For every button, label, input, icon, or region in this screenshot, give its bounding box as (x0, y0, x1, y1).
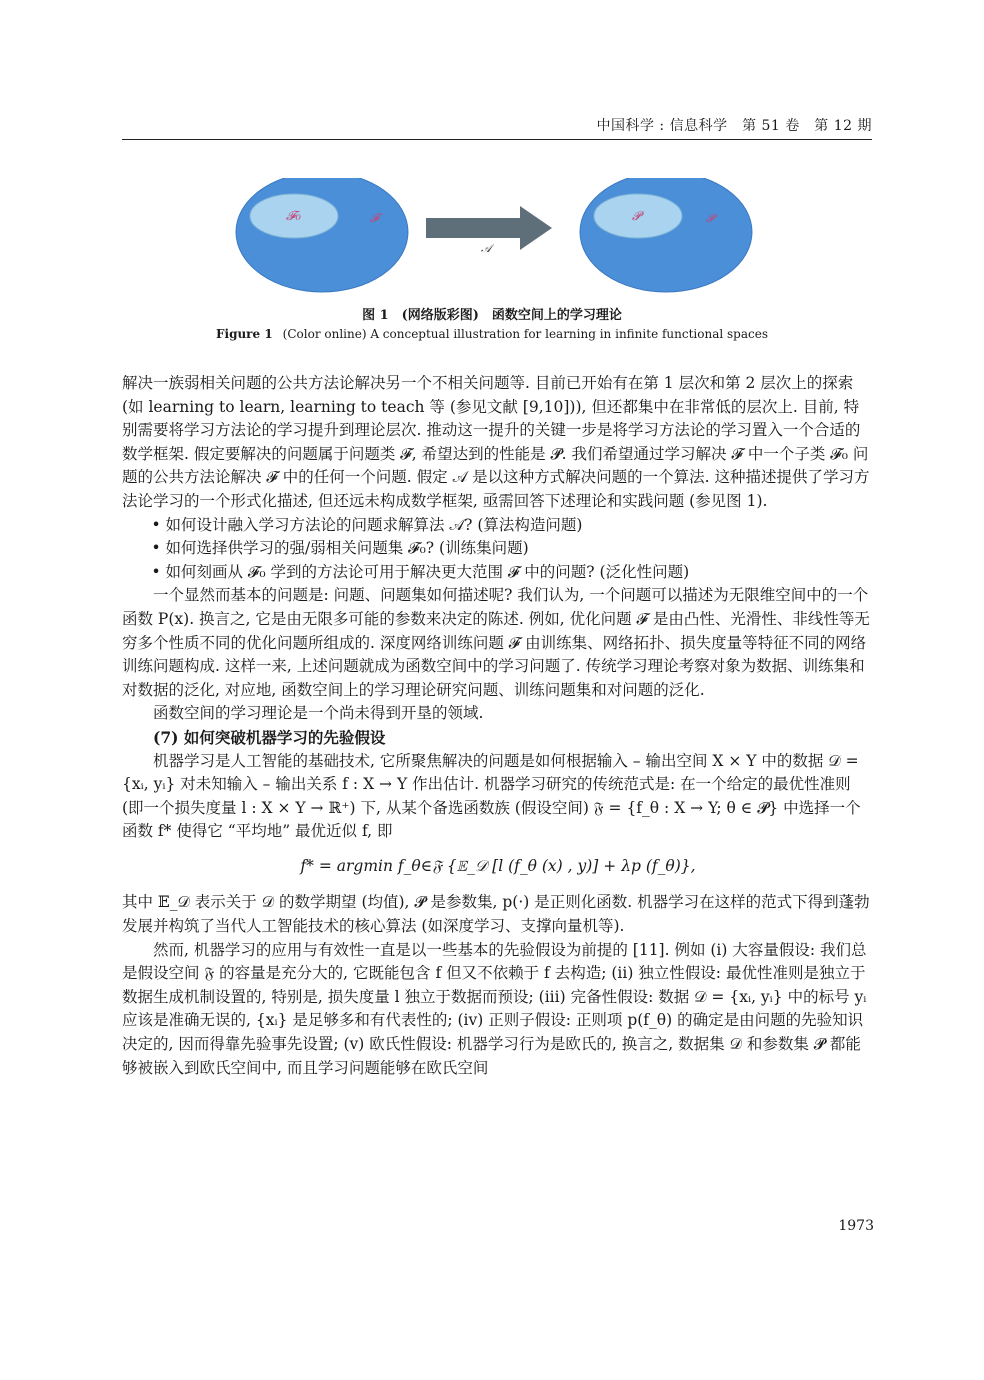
bullet-1: • 如何设计融入学习方法论的问题求解算法 𝒜? (算法构造问题) (151, 515, 583, 534)
paragraph-2: 一个显然而基本的问题是: 问题、问题集如何描述呢? 我们认为, 一个问题可以描述为无限维空间中的一个函数 P(x). 换言之, 它是由无限多可能的参数来决定的陈述. 例如, 优化问题 𝓕 是由凸性、光滑性、非线性等无穷多个性质不同的优化问题所组成的. 深度网络训练问题 𝓕 由训练集、网络拓扑、损失度量等特征不同的网络训练问题构成. 这样一来, 上述问题就成为函数空间中的学习问题了. 传统学习理论考察对象为数据、训练集和对数据的泛化, 对应地, 函数空间上的学习理论研究问题、训练问题集和对问题的泛化. (122, 586, 870, 699)
paragraph-6: 然而, 机器学习的应用与有效性一直是以一些基本的先验假设为前提的 [11]. 例如 (i) 大容量假设: 我们总是假设空间 𝔉 的容量是充分大的, 它既能包含 f 但又不依赖于 f 去构造; (ii) 独立性假设: 最优性准则是独立于数据生成机制设置的, 特别是, 损失度量 l 独立于数据而预设; (iii) 完备性假设: 数据 𝒟 = {xᵢ, yᵢ} 中的标号 yᵢ 应该是准确无误的, {xᵢ} 是足够多和有代表性的; (iv) 正则子假设: 正则项 p(f_θ) 的确定是由问题的先验知识决定的, 因而得靠先验事先设置; (v) 欧氏性假设: 机器学习行为是欧氏的, 换言之, 数据集 𝒟 和参数集 𝓟 都能够被嵌入到欧氏空间中, 而且学习问题能够在欧氏空间 (122, 940, 867, 1077)
figure-caption-en (0, 327, 984, 341)
outer-label-left: 𝓕 (370, 211, 379, 225)
arrow-label: 𝒜 (481, 242, 492, 255)
outer-label-right: 𝓟 (706, 212, 714, 225)
running-header: 中国科学 : 信息科学 第 51 卷 第 12 期 (596, 118, 872, 134)
paragraph-1: 解决一族弱相关问题的公共方法论解决另一个不相关问题等. 目前已开始有在第 1 层次和第 2 层次上的探索 (如 learning to learn, learning to teach 等 (参见文献 [9,10])), 但还都集中在非常低的层次上. 目前, 特别需要将学习方法论的学习提升到理论层次. 推动这一提升的关键一步是将学习方法论的学习置入一个合适的数学框架. 假定要解决的问题属于问题类 𝓕, 希望达到的性能是 𝓟. 我们希望通过学习解决 𝓕 中一个子类 𝓕₀ 问题的公共方法论解决 𝓕 中的任何一个问题. 假定 𝒜 是以这种方式解决问题的一个算法. 这种描述提供了学习方法论学习的一个形式化描述, 但还远未构成数学框架, 亟需回答下述理论和实践问题 (参见图 1). (122, 374, 870, 510)
outer-set-right (580, 178, 752, 292)
paragraph-4: 机器学习是人工智能的基础技术, 它所聚焦解决的问题是如何根据输入 – 输出空间 X × Y 中的数据 𝒟 = {xᵢ, yᵢ} 对未知输入 – 输出关系 f : X → Y 作出估计. 机器学习研究的传统范式是: 在一个给定的最优性准则 (即一个损失度量 l : X × Y → ℝ⁺) 下, 从某个备选函数族 (假设空间) 𝔉 = {f_θ : X → Y; θ ∈ 𝓟} 中选择一个函数 f* 使得它 “平均地” 最优近似 f, 即 (122, 751, 861, 841)
figure-caption-label: Figure 1 (215, 327, 273, 341)
body-text (122, 372, 874, 1080)
figure-caption-text: (Color online) A conceptual illustration for learning in infinite functional spaces (282, 327, 768, 341)
inner-label-right: 𝓟 (632, 209, 641, 223)
paragraph-3: 函数空间的学习理论是一个尚未得到开垦的领域. (153, 704, 484, 723)
bullet-2: • 如何选择供学习的强/弱相关问题集 𝓕₀? (训练集问题) (151, 539, 529, 558)
figure-caption-zh: 图 1 (网络版彩图) 函数空间上的学习理论 (362, 308, 622, 323)
inner-label-left: 𝓕₀ (286, 209, 301, 224)
figure-diagram (230, 178, 760, 300)
header-rule (122, 139, 872, 140)
bullet-3: • 如何刻画从 𝓕₀ 学到的方法论可用于解决更大范围 𝓕 中的问题? (泛化性问题) (151, 562, 690, 581)
page-number: 1973 (838, 1218, 874, 1234)
outer-set-left (236, 178, 408, 292)
section-heading-7: (7) 如何突破机器学习的先验假设 (153, 727, 386, 747)
paragraph-5: 其中 𝔼_𝒟 表示关于 𝒟 的数学期望 (均值), 𝓟 是参数集, p(·) 是正则化函数. 机器学习在这样的范式下得到蓬勃发展并构筑了当代人工智能技术的核心算法 (如深度学习、支撑向量机等). (122, 893, 870, 936)
figure-1 (230, 178, 760, 300)
equation-argmin: f* = argmin f_θ∈𝔉 {𝔼_𝒟 [l (f_θ (x) , y)] + λp (f_θ)}, (300, 856, 696, 875)
